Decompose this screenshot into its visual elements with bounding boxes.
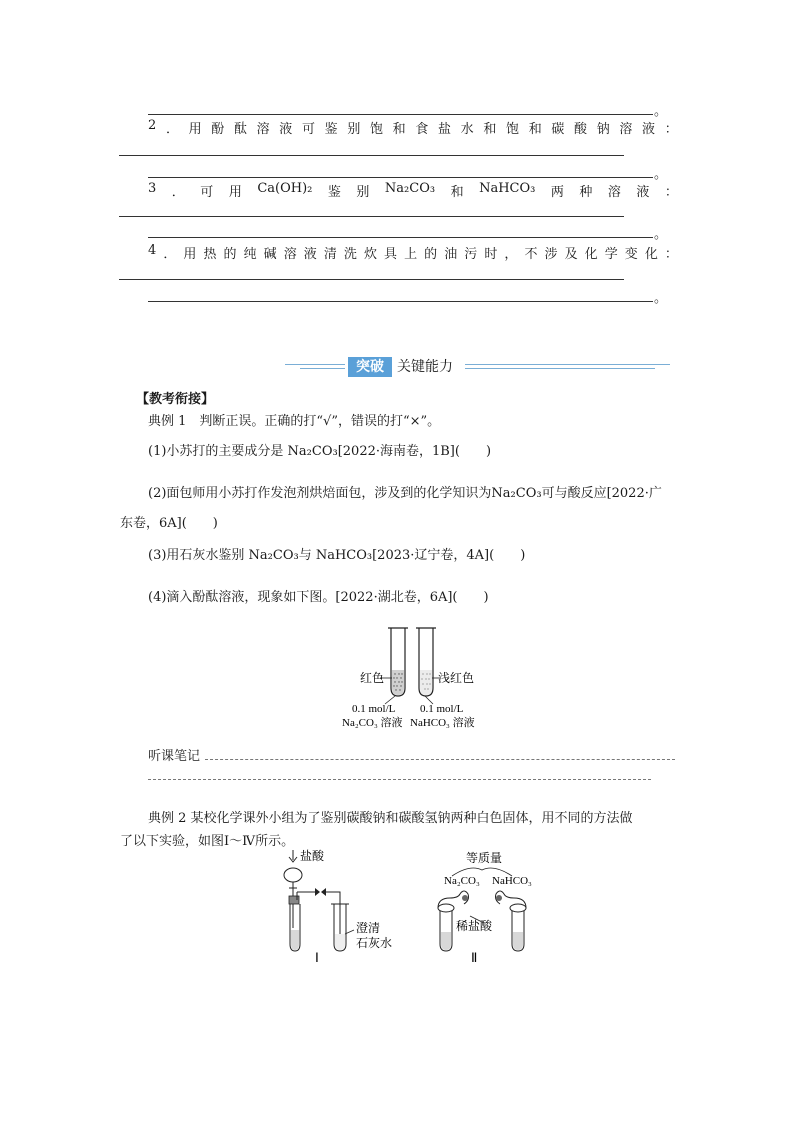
question-char: 炊 — [363, 247, 377, 262]
example1-item-4: (4)滴入酚酞溶液，现象如下图。[2022·湖北卷，6A]( ) — [148, 590, 489, 605]
question-char: 学 — [604, 247, 618, 262]
question-char: 饱 — [506, 122, 520, 137]
dilute-acid-label: 稀盐酸 — [456, 919, 493, 933]
question-char: 时 — [484, 247, 498, 262]
answer-line — [119, 279, 624, 280]
question-char: 热 — [203, 247, 217, 262]
example1-label: 典例 1 判断正误。正确的打“√”，错误的打“×”。 — [148, 414, 441, 429]
question-4 — [148, 243, 678, 262]
left-conc-label: 0.1 mol/L — [352, 703, 396, 715]
question-char: 油 — [444, 247, 458, 262]
question-char: 碱 — [263, 247, 277, 262]
question-char: NaHCO₃ — [479, 181, 536, 196]
example1-item-3: (3)用石灰水鉴别 Na₂CO₃与 NaHCO₃[2023·辽宁卷，4A]( ) — [148, 548, 526, 563]
period-mark: 。 — [654, 104, 668, 119]
sodium-bicarbonate-label: NaHCO₃ — [492, 875, 532, 887]
apparatus-figure — [270, 848, 550, 966]
apparatus-1-label: Ⅰ — [315, 950, 319, 965]
question-char: 碳 — [551, 122, 565, 137]
question-char: 化 — [644, 247, 658, 262]
example1-item-2: (2)面包师用小苏打作发泡剂烘焙面包，涉及到的化学知识为Na₂CO₃可与酸反应[2022·广 — [148, 486, 662, 501]
left-color-label: 红色 — [360, 671, 385, 685]
answer-line — [148, 237, 653, 238]
question-char: 食 — [415, 122, 429, 137]
equal-mass-label: 等质量 — [466, 851, 503, 865]
question-char: Na₂CO₃ — [384, 181, 436, 196]
question-char: 种 — [579, 185, 593, 200]
question-char: 和 — [450, 185, 464, 200]
question-number: 3 — [148, 181, 157, 196]
acid-label: 盐酸 — [300, 849, 325, 863]
question-char: 酞 — [233, 122, 247, 137]
section-title: 关键能力 — [397, 359, 453, 375]
limewater-label-top: 澄清 — [356, 921, 381, 935]
question-char: 和 — [392, 122, 406, 137]
answer-line — [148, 114, 653, 115]
notes-line — [148, 779, 651, 780]
period-mark: 。 — [654, 227, 668, 242]
right-color-label: 浅红色 — [438, 671, 475, 685]
answer-line — [148, 177, 653, 178]
question-char: 酸 — [574, 122, 588, 137]
question-char: 洗 — [343, 247, 357, 262]
question-char: 溶 — [256, 122, 270, 137]
section-heading: 【教考衔接】 — [136, 392, 215, 407]
question-3 — [148, 181, 678, 200]
question-char: 上 — [404, 247, 418, 262]
notes-line — [205, 759, 675, 760]
question-char: 可 — [301, 122, 315, 137]
question-char: ． — [171, 185, 185, 200]
question-char: 两 — [550, 185, 564, 200]
question-char: 和 — [483, 122, 497, 137]
question-char: 盐 — [438, 122, 452, 137]
apparatus-2-label: Ⅱ — [471, 950, 478, 965]
right-conc-label: 0.1 mol/L — [420, 703, 464, 715]
question-char: 的 — [424, 247, 438, 262]
period-mark: 。 — [654, 167, 668, 182]
question-char: 液 — [636, 185, 650, 200]
question-char: 和 — [528, 122, 542, 137]
question-char: 钠 — [596, 122, 610, 137]
question-char: 及 — [564, 247, 578, 262]
right-solution-label: NaHCO₃ 溶液 — [410, 717, 475, 729]
question-char: 变 — [624, 247, 638, 262]
question-char: ， — [504, 247, 518, 262]
question-number: 2 — [148, 118, 157, 133]
section-banner — [285, 356, 670, 378]
question-char: ． — [163, 247, 177, 262]
question-char: 鉴 — [327, 185, 341, 200]
question-2 — [148, 118, 678, 137]
answer-line — [148, 301, 653, 302]
question-char: 酚 — [211, 122, 225, 137]
question-char: ： — [664, 122, 678, 137]
question-char: 溶 — [607, 185, 621, 200]
question-char: 不 — [524, 247, 538, 262]
question-char: 涉 — [544, 247, 558, 262]
question-char: 污 — [464, 247, 478, 262]
notes-label: 听课笔记 — [148, 749, 201, 764]
limewater-label-bottom: 石灰水 — [356, 936, 393, 950]
question-char: 用 — [228, 185, 242, 200]
question-char: 纯 — [243, 247, 257, 262]
question-char: Ca(OH)₂ — [257, 181, 313, 196]
question-char: 别 — [356, 185, 370, 200]
question-char: 溶 — [619, 122, 633, 137]
section-tag: 突破 — [348, 357, 392, 377]
question-char: 用 — [188, 122, 202, 137]
question-char: 的 — [223, 247, 237, 262]
sodium-carbonate-label: Na₂CO₃ — [444, 875, 480, 887]
question-char: 水 — [460, 122, 474, 137]
example2-line-2: 了以下实验，如图Ⅰ～Ⅳ所示。 — [120, 834, 295, 849]
test-tube-figure — [330, 622, 490, 730]
example2-line-1: 典例 2 某校化学课外小组为了鉴别碳酸钠和碳酸氢钠两种白色固体，用不同的方法做 — [148, 811, 633, 826]
question-char: 清 — [323, 247, 337, 262]
question-char: ： — [664, 247, 678, 262]
period-mark: 。 — [654, 291, 668, 306]
question-char: 液 — [642, 122, 656, 137]
question-char: 别 — [347, 122, 361, 137]
apparatus-1 — [284, 850, 354, 951]
example1-item-2-cont: 东卷，6A]( ) — [120, 516, 218, 531]
question-char: 饱 — [369, 122, 383, 137]
question-number: 4 — [148, 243, 157, 258]
question-char: 具 — [384, 247, 398, 262]
left-solution-label: Na₂CO₃ 溶液 — [342, 717, 403, 729]
question-char: 可 — [200, 185, 214, 200]
question-char: 溶 — [283, 247, 297, 262]
example1-item-1: (1)小苏打的主要成分是 Na₂CO₃[2022·海南卷，1B]( ) — [148, 444, 492, 459]
question-char: 用 — [183, 247, 197, 262]
left-test-tube — [388, 628, 408, 696]
question-char: ． — [165, 122, 179, 137]
question-char: ： — [664, 185, 678, 200]
answer-line — [119, 216, 624, 217]
question-char: 液 — [303, 247, 317, 262]
question-char: 化 — [584, 247, 598, 262]
answer-line — [119, 155, 624, 156]
question-char: 液 — [279, 122, 293, 137]
question-char: 鉴 — [324, 122, 338, 137]
right-test-tube — [416, 628, 436, 696]
